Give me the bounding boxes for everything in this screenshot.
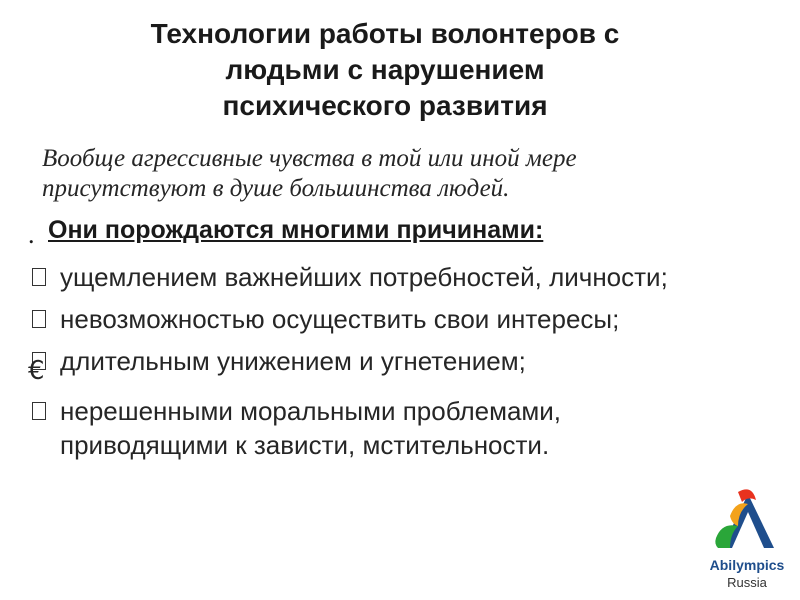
logo-country: Russia xyxy=(727,575,767,590)
intro-line: присутствуют в душе большинства людей. xyxy=(42,175,510,202)
logo-name: Abilympics xyxy=(709,557,785,573)
intro-paragraph xyxy=(42,144,762,204)
abilympics-logo xyxy=(692,486,792,598)
list-item-text: длительным унижением и угнетением; xyxy=(60,346,526,376)
list-item-text: невозможностью осуществить свои интересы; xyxy=(60,304,620,334)
title-line: людьми с нарушением xyxy=(225,54,545,85)
list-item-text xyxy=(60,394,780,462)
subheading: Они порождаются многими причинами: xyxy=(48,216,544,244)
euro-symbol: € xyxy=(28,356,45,386)
intro-line: Вообще агрессивные чувства в той или иной мере xyxy=(42,145,577,172)
checkbox-bullet-icon xyxy=(32,310,46,328)
marker-dot: . xyxy=(28,220,35,249)
list-item-text: ущемлением важнейших потребностей, личности; xyxy=(60,262,668,292)
checkbox-bullet-icon xyxy=(32,268,46,286)
title-line: Технологии работы волонтеров с xyxy=(150,18,620,49)
abilympics-emblem-icon xyxy=(708,486,788,556)
page-title xyxy=(80,16,690,124)
list-item-line: приводящими к зависти, мстительности. xyxy=(60,430,550,460)
title-line: психического развития xyxy=(222,90,548,121)
checkbox-bullet-icon xyxy=(32,402,46,420)
list-item-line: нерешенными моральными проблемами, xyxy=(60,396,562,426)
